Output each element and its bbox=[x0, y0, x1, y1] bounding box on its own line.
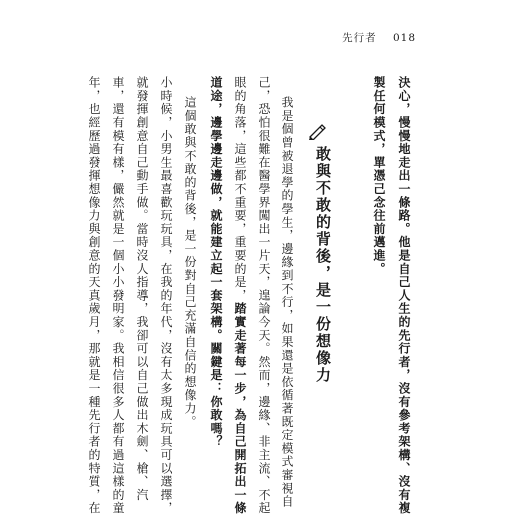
text-column-5 bbox=[230, 76, 250, 515]
pen-icon bbox=[307, 122, 329, 140]
text-column-4: 己，恐怕很難在醫學界闖出一片天，遑論今天。然而，邊緣、非主流、不起 bbox=[257, 76, 271, 515]
section-heading: 敢與不敢的背後，是一份想像力 bbox=[314, 146, 332, 384]
text-column-7: 這個敢與不敢的背後，是一份對自己充滿自信的想像力。 bbox=[183, 96, 197, 429]
book-title: 先行者 bbox=[342, 32, 377, 44]
text-column-2: 製任何模式，單憑己念往前邁進。 bbox=[372, 76, 386, 276]
running-header bbox=[342, 30, 416, 45]
text-column-3: 我是個曾被退學的學生，邊緣到不行，如果還是依循著既定模式審視自 bbox=[280, 96, 294, 509]
text-column-1: 決心，慢慢地走出一條路。他是自己人生的先行者，沒有參考架構、沒有複 bbox=[397, 76, 411, 515]
text-column-8: 小時候，小男生最喜歡玩玩具，在我的年代，沒有太多現成玩具可以選擇， bbox=[159, 76, 173, 515]
text-column-5-part-2: 踏實走著每一步，為自己開拓出一條 bbox=[233, 302, 247, 515]
text-column-6: 道途，邊學邊走邊做，就能建立起一套架構。關鍵是：你敢嗎？ bbox=[209, 76, 223, 449]
text-column-5-part-1: 眼的角落，這些都不重要，重要的是， bbox=[233, 76, 247, 303]
page-number: 018 bbox=[392, 32, 416, 44]
text-column-10: 車，還有模有樣，儼然就是一個小小發明家。我相信很多人都有過這樣的童 bbox=[111, 76, 125, 515]
text-column-9: 就發揮創意自己動手做。當時沒人指導，我卻可以自己做出木劍、槍、汽 bbox=[135, 76, 149, 502]
text-column-11: 年，也經歷過發揮想像力與創意的天真歲月，那就是一種先行者的特質，在 bbox=[87, 76, 101, 515]
